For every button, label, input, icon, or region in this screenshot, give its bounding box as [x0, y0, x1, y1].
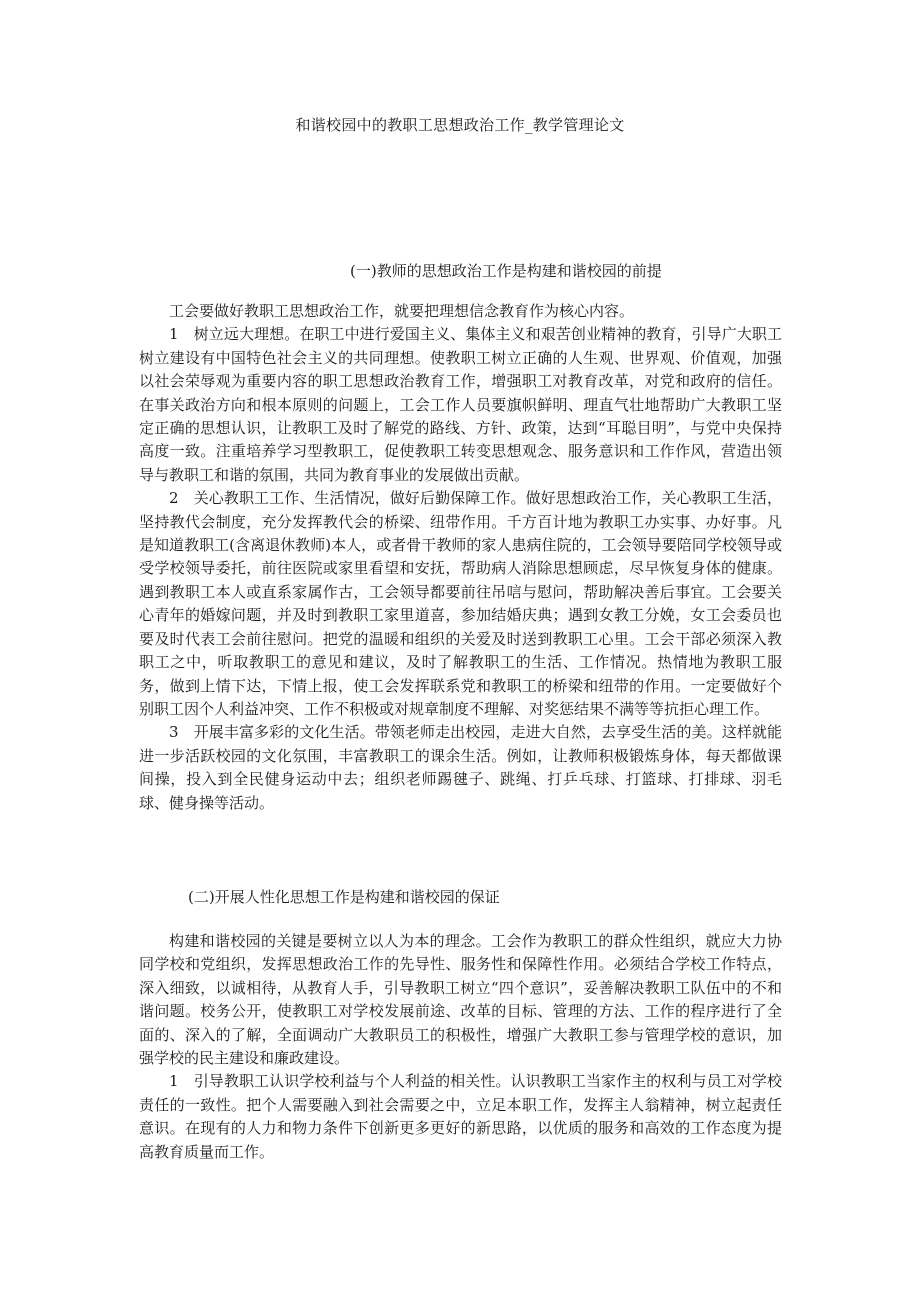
paragraph: 1 引导教职工认识学校利益与个人利益的相关性。认识教职工当家作主的权利与员工对学校责任的一致性。把个人需要融入到社会需要之中，立足本职工作，发挥主人翁精神，树立起责任意识。在现有的人力和物力条件下创新更多更好的新思路，以优质的服务和高效的工作态度为提高教育质量而工作。 [139, 1072, 782, 1161]
section-heading-2: (二)开展人性化思想工作是构建和谐校园的保证 [188, 888, 500, 906]
paragraph: 构建和谐校园的关键是要树立以人为本的理念。工会作为教职工的群众性组织，就应大力协同学校和党组织，发挥思想政治工作的先导性、服务性和保障性作用。必须结合学校工作特点，深入细致，以诚相待，从教育人手，引导教职工树立“四个意识”，妥善解决教职工队伍中的不和谐问题。校务公开，使教职工对学校发展前途、改革的目标、管理的方法、工作的程序进行了全面的、深入的了解，全面调动广大教职员工的积极性，增强广大教职工参与管理学校的意识，加强学校的民主建设和廉政建设。 [139, 932, 782, 1068]
paragraph: 2 关心教职工工作、生活情况，做好后勤保障工作。做好思想政治工作，关心教职工生活，坚持教代会制度，充分发挥教代会的桥梁、纽带作用。千方百计地为教职工办实事、办好事。凡是知道教职工(含离退休教师)本人，或者骨干教师的家人患病住院的，工会领导要陪同学校领导或受学校领导委托，前往医院或家里看望和安抚，帮助病人消除思想顾虑，尽早恢复身体的健康。遇到教职工本人或直系家属作古，工会领导都要前往吊唁与慰问，帮助解决善后事宜。工会要关心青年的婚嫁问题，并及时到教职工家里道喜，参加结婚庆典；遇到女教工分娩，女工会委员也要及时代表工会前往慰问。把党的温暖和组织的关爱及时送到教职工心里。工会干部必须深入教职工之中，听取教职工的意见和建议，及时了解教职工的生活、工作情况。热情地为教职工服务，做到上情下达，下情上报，使工会发挥联系党和教职工的桥梁和纽带的作用。一定要做好个别职工因个人利益冲突、工作不积极或对规章制度不理解、对奖惩结果不满等等抗拒心理工作。 [139, 489, 782, 718]
paragraph: 3 开展丰富多彩的文化生活。带领老师走出校园，走进大自然，去享受生活的美。这样就能进一步活跃校园的文化氛围，丰富教职工的课余生活。例如，让教师积极锻炼身体，每天都做课间操，投入到全民健身运动中去；组织老师踢毽子、跳绳、打乒乓球、打篮球、打排球、羽毛球、健身操等活动。 [139, 723, 782, 812]
paragraph: 1 树立远大理想。在职工中进行爱国主义、集体主义和艰苦创业精神的教育，引导广大职工树立建设有中国特色社会主义的共同理想。使教职工树立正确的人生观、世界观、价值观，加强以社会荣辱观为重要内容的职工思想政治教育工作，增强职工对教育改革，对党和政府的信任。在事关政治方向和根本原则的问题上，工会工作人员要旗帜鲜明、理直气壮地帮助广大教职工坚定正确的思想认识，让教职工及时了解党的路线、方针、政策，达到“耳聪目明”，与党中央保持高度一致。注重培养学习型教职工，促使教职工转变思想观念、服务意识和工作作风，营造出领导与教职工和谐的氛围，共同为教育事业的发展做出贡献。 [139, 325, 782, 484]
section-heading-1: (一)教师的思想政治工作是构建和谐校园的前提 [350, 262, 662, 280]
section-2-body [139, 930, 782, 1164]
paragraph: 工会要做好教职工思想政治工作，就要把理想信念教育作为核心内容。 [169, 302, 635, 320]
document-title: 和谐校园中的教职工思想政治工作_教学管理论文 [295, 116, 625, 134]
section-1-body [139, 300, 782, 815]
